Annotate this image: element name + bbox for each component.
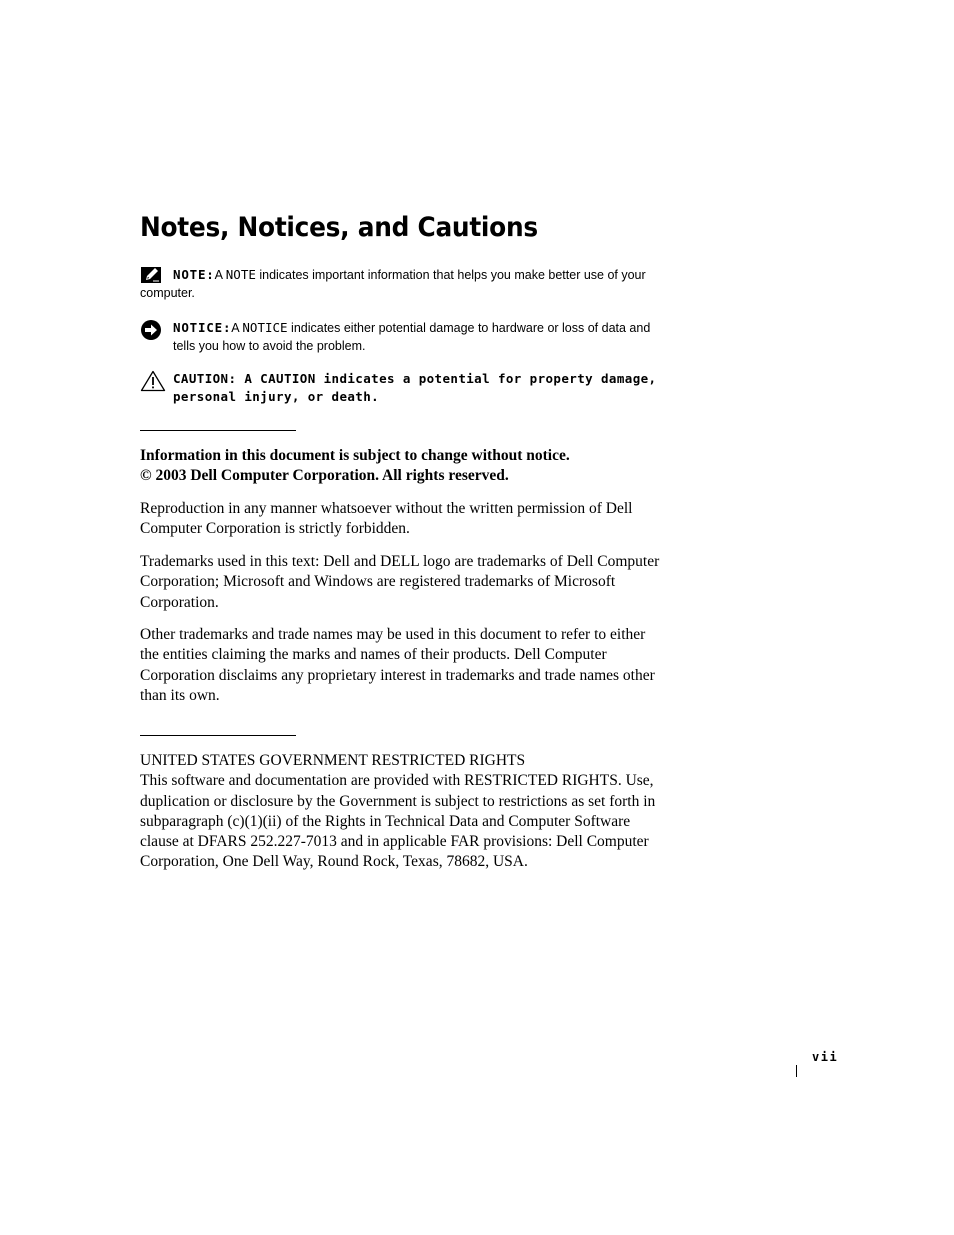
page-title: Notes, Notices, and Cautions xyxy=(140,212,538,243)
notice-term: NOTICE xyxy=(242,320,288,335)
page-number: vii xyxy=(812,1050,839,1064)
caution-text: A CAUTION indicates a potential for property damage, personal injury, or death. xyxy=(173,371,657,404)
reproduction-text: Reproduction in any manner whatsoever without the written permission of Dell Computer Corporation is strictly forbidden. xyxy=(140,500,633,538)
divider xyxy=(140,735,296,736)
other-trademarks-paragraph xyxy=(140,625,660,706)
note-term: NOTE xyxy=(225,267,256,282)
copyright-line: © 2003 Dell Computer Corporation. All rights reserved. xyxy=(140,467,509,485)
arrow-circle-icon xyxy=(140,319,166,339)
note-label: NOTE: xyxy=(173,267,215,282)
trademarks-text: Trademarks used in this text: Dell and DELL logo are trademarks of Dell Computer Corporation; Microsoft and Windows are registered trademarks of Microsoft Corporation. xyxy=(140,553,660,611)
other-trademarks-text: Other trademarks and trade names may be used in this document to refer to either the entities claiming the marks and names of their products. Dell Computer Corporation disclaims any proprietary interest in trademarks and trade names other than its own. xyxy=(140,626,655,704)
note-text: indicates important information that helps you make better use of your computer. xyxy=(140,268,646,300)
pencil-note-icon xyxy=(140,266,166,286)
restricted-rights-heading: UNITED STATES GOVERNMENT RESTRICTED RIGHTS xyxy=(140,752,526,769)
notice-text: indicates either potential damage to hardware or loss of data and tells you how to avoid the problem. xyxy=(173,321,651,353)
change-notice-line: Information in this document is subject to change without notice. xyxy=(140,447,570,464)
caution-callout xyxy=(140,370,660,405)
divider xyxy=(140,430,296,431)
change-notice xyxy=(140,446,660,487)
page-edge-mark xyxy=(796,1065,797,1077)
caution-label: CAUTION: xyxy=(173,371,237,386)
reproduction-paragraph xyxy=(140,499,660,540)
notice-label: NOTICE: xyxy=(173,320,232,335)
restricted-rights-text: This software and documentation are provided with RESTRICTED RIGHTS. Use, duplication or disclosure by the Government is subject to restrictions as set forth in subparagraph (c)(1)(ii) of the Rights in Technical Data and Computer Software clause at DFARS 252.227-7013 and in applicable FAR provisions: Dell Computer Corporation, One Dell Way, Round Rock, Texas, 78682, USA. xyxy=(140,772,656,871)
note-pre: A xyxy=(214,268,226,282)
restricted-rights-section xyxy=(140,751,660,873)
notice-pre: A xyxy=(231,321,243,335)
note-callout xyxy=(140,266,660,302)
notice-callout xyxy=(140,319,660,355)
warning-triangle-icon xyxy=(140,370,166,390)
trademarks-paragraph xyxy=(140,552,660,613)
